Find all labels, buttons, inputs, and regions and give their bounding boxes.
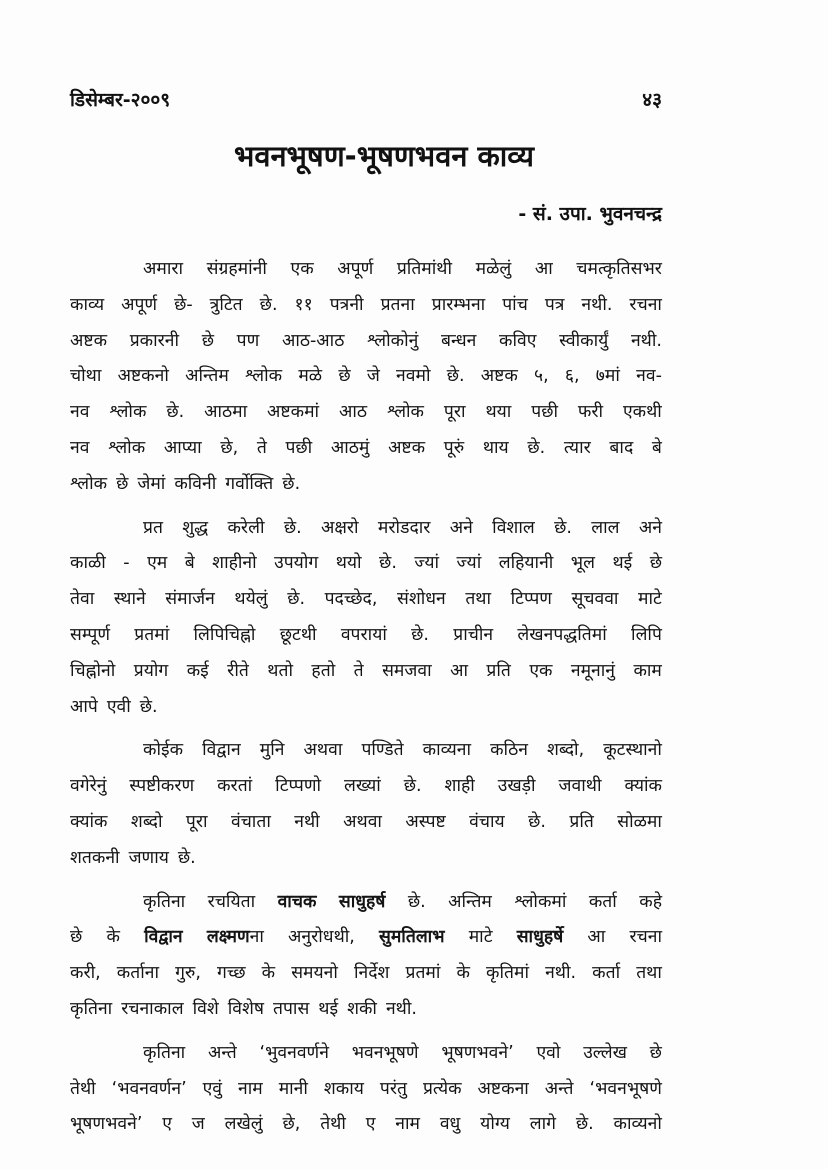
- text-line: [70, 359, 662, 395]
- word: ७मां: [595, 366, 620, 387]
- word: त्रुटित: [209, 294, 243, 315]
- word: पांच: [502, 294, 528, 315]
- word: अष्टकमां: [267, 402, 320, 423]
- word: आ: [587, 927, 606, 948]
- text-line: [70, 252, 662, 288]
- word: शब्दो: [130, 811, 163, 832]
- word: उखड़ी: [497, 776, 536, 797]
- word: अष्टकनो: [117, 366, 169, 387]
- word: पूरा: [185, 811, 208, 832]
- word: संग्रहमांनी: [206, 259, 267, 279]
- word: सुमतिलाभ: [379, 927, 445, 948]
- word: मळेलुं: [475, 259, 512, 279]
- article-byline: - सं. उपा. भुवनचन्द्र: [518, 203, 662, 225]
- word: आठमा: [204, 402, 248, 423]
- text-line: [70, 654, 662, 690]
- text-line: [70, 324, 662, 360]
- word: छे: [201, 330, 214, 351]
- word: -: [123, 553, 130, 574]
- word: लिपि: [631, 624, 662, 645]
- word: थतो: [267, 660, 293, 681]
- word: संशोधन: [396, 589, 446, 610]
- text-line: [70, 546, 662, 582]
- word: अन्तिम: [185, 366, 229, 387]
- word: साधुहर्षे: [516, 927, 564, 948]
- word: टिप्पण: [510, 589, 552, 610]
- word: थई: [318, 998, 339, 1019]
- word: शब्दो,: [547, 740, 585, 761]
- word: भूषणभवने’: [441, 1042, 514, 1063]
- word: छे,: [282, 1114, 301, 1135]
- word: कर्ता: [588, 891, 617, 912]
- paragraph: [70, 1036, 662, 1143]
- word: श्लोकमां: [514, 891, 567, 912]
- word: पछी: [285, 437, 313, 458]
- word: श्लोक: [109, 402, 147, 423]
- word: अन्ते: [207, 1042, 237, 1063]
- word: ज्यां: [456, 553, 482, 574]
- text-line: [70, 467, 662, 503]
- word: के: [456, 963, 470, 984]
- word: श्लोक: [70, 473, 108, 494]
- text-line: [70, 1036, 662, 1072]
- word: एक: [290, 259, 314, 279]
- word: कविए: [499, 330, 537, 351]
- word: जणाय: [128, 847, 169, 868]
- word: सम्पूर्ण: [70, 624, 111, 645]
- word: अन्ते: [544, 1078, 574, 1099]
- word: लक्ष्मणना: [206, 927, 264, 948]
- word: ‘भवनभूषणे: [589, 1078, 662, 1099]
- text-line: [70, 618, 662, 654]
- word: करतां: [217, 776, 253, 797]
- word: पण: [236, 330, 260, 351]
- word: तेथी: [320, 1114, 346, 1135]
- word: पूरा: [443, 402, 466, 423]
- word: तेवा: [70, 589, 95, 610]
- word: माटे: [468, 927, 493, 948]
- word: लिपिचिह्नो: [193, 624, 256, 645]
- word: गच्छ: [217, 963, 246, 984]
- word: काळी: [70, 553, 106, 574]
- word: चोथा: [70, 366, 102, 387]
- article-title: भवनभूषण-भूषणभवन काव्य: [233, 139, 535, 173]
- text-line: [70, 431, 662, 467]
- word: स्वीकार्युं: [559, 330, 609, 351]
- word: कर्ताना: [116, 963, 159, 984]
- word: अष्टक: [480, 366, 518, 387]
- word: नव: [70, 437, 90, 458]
- word: छे.: [407, 891, 426, 912]
- word: छे: [649, 553, 662, 574]
- word: विशेष: [227, 998, 265, 1019]
- word: जवाथी: [558, 776, 602, 797]
- word: समयनो: [291, 963, 338, 984]
- word: लेखनपद्धतिमां: [517, 624, 607, 645]
- word: जेमां: [137, 473, 166, 494]
- word: प्रति: [486, 660, 511, 681]
- word: मरोडदार: [377, 517, 431, 538]
- word: कर्ता: [592, 963, 621, 984]
- word: प्रतिमांथी: [396, 259, 453, 279]
- word: जे: [366, 366, 380, 387]
- word: आ: [534, 259, 553, 279]
- word: क्यांक: [624, 776, 662, 797]
- word: थयेलुं: [234, 589, 268, 610]
- word: बे: [651, 437, 662, 458]
- word: गर्वोक्ति: [225, 473, 274, 494]
- word: लाल: [591, 517, 620, 538]
- article-body: [70, 252, 662, 1151]
- word: थयो: [335, 553, 362, 574]
- word: नवमो: [396, 366, 431, 387]
- word: भूल: [570, 553, 595, 574]
- word: अस्पष्ट: [405, 811, 446, 832]
- word: आपे: [70, 696, 98, 717]
- word: लख्यां: [344, 776, 381, 797]
- word: विशे: [192, 998, 219, 1019]
- word: परंतु: [379, 1078, 407, 1099]
- word: पण्डिते: [361, 740, 404, 761]
- word: कृतिना: [143, 1042, 186, 1063]
- word: मुनि: [259, 740, 285, 761]
- word: कविनी: [174, 473, 217, 494]
- word: पूरुं: [443, 437, 465, 458]
- word: श्लोक: [386, 402, 425, 423]
- paragraph: [70, 511, 662, 726]
- word: काव्यना: [422, 740, 472, 761]
- word: एवुं: [202, 1078, 223, 1099]
- word: छूटथी: [279, 624, 317, 645]
- word: अष्टक: [70, 330, 108, 351]
- word: त्यार: [563, 437, 591, 458]
- word: सोळमा: [617, 811, 662, 832]
- word: छे.: [411, 624, 429, 645]
- word: नाम: [238, 1078, 263, 1099]
- word: करेली: [227, 517, 265, 538]
- word: प्रकारनी: [129, 330, 180, 351]
- word: विद्वान: [144, 927, 183, 948]
- word: छे.: [528, 811, 546, 832]
- text-line: [70, 288, 662, 324]
- text-line: [70, 920, 662, 956]
- word: शकी: [347, 998, 377, 1019]
- word: नाम: [395, 1114, 420, 1135]
- word: अन्तिम: [448, 891, 492, 912]
- word: थई: [612, 553, 633, 574]
- text-line: [70, 690, 662, 726]
- word: प्रयोग: [133, 660, 169, 681]
- word: श्लोक: [108, 437, 146, 458]
- word: भवनभूषणे: [351, 1042, 419, 1063]
- word: मळे: [298, 366, 323, 387]
- word: ज्यां: [414, 553, 440, 574]
- word: साधुहर्ष: [338, 891, 386, 912]
- word: प्रतमां: [134, 624, 170, 645]
- word: थाय: [482, 437, 509, 458]
- word: नव-: [636, 366, 662, 387]
- word: आठ: [338, 402, 368, 423]
- word: छे.: [446, 366, 465, 387]
- text-line: [70, 1107, 662, 1143]
- paragraph: [70, 252, 662, 503]
- word: एम: [147, 553, 168, 574]
- word: बाद: [609, 437, 634, 458]
- word: मानी: [278, 1078, 308, 1099]
- text-line: [70, 805, 662, 841]
- word: आठ-आठ: [281, 330, 345, 351]
- word: ए: [162, 1114, 172, 1135]
- word: हतो: [311, 660, 336, 681]
- word: माटे: [638, 589, 662, 610]
- word: टिप्पणो: [275, 776, 322, 797]
- word: पत्रनी: [329, 294, 364, 315]
- word: लखेलुं: [224, 1114, 263, 1135]
- word: छे: [649, 1042, 662, 1063]
- word: छे.: [166, 402, 185, 423]
- word: रीते: [227, 660, 249, 681]
- word: नथी.: [545, 963, 577, 984]
- word: अष्टकना: [477, 1078, 529, 1099]
- word: क्यांक: [70, 811, 108, 832]
- word: बे: [184, 553, 195, 574]
- text-line: [70, 769, 662, 805]
- word: छे.: [139, 696, 158, 717]
- word: प्राचीन: [453, 624, 494, 645]
- word: तपास: [273, 998, 310, 1019]
- word: पत्र: [544, 294, 565, 315]
- word: ११: [294, 294, 313, 315]
- word: छे.: [527, 437, 546, 458]
- word: बन्धन: [441, 330, 477, 351]
- word: एवो: [536, 1042, 561, 1063]
- running-header: [70, 84, 662, 114]
- word: श्लोक: [245, 366, 283, 387]
- text-line: [70, 992, 662, 1028]
- word: फरी: [577, 402, 604, 423]
- word: वंचाय: [469, 811, 505, 832]
- word: ६,: [564, 366, 580, 387]
- text-line: [70, 1072, 662, 1108]
- word: नमूनानुं: [570, 660, 616, 681]
- word: आप्या: [163, 437, 202, 458]
- word: शतकनी: [70, 847, 120, 868]
- word: तथा: [636, 963, 662, 984]
- word: शाही: [444, 776, 475, 797]
- word: करी,: [70, 963, 101, 984]
- word: विद्वान: [202, 740, 241, 761]
- word: छे.: [177, 847, 196, 868]
- word: रचयिता: [207, 891, 256, 912]
- word: आ: [450, 660, 468, 681]
- word: रचना: [629, 294, 662, 315]
- word: ज: [191, 1114, 205, 1135]
- word: छे: [116, 473, 129, 494]
- word: पछी: [531, 402, 558, 423]
- word: ते: [353, 660, 364, 681]
- word: रचनाकाल: [121, 998, 184, 1019]
- word: गुरु,: [175, 963, 201, 984]
- word: योग्य: [480, 1114, 510, 1135]
- word: एक: [529, 660, 553, 681]
- word: ‘भवनवर्णन’: [111, 1078, 187, 1099]
- issue-date: डिसेम्बर-२००९: [70, 89, 171, 111]
- word: तेथी: [70, 1078, 96, 1099]
- word: नव: [70, 402, 90, 423]
- word: काम: [633, 660, 662, 681]
- word: कोईक: [143, 740, 184, 761]
- word: प्रतमां: [405, 963, 441, 984]
- word: नथी.: [385, 998, 417, 1019]
- word: प्रारम्भना: [431, 294, 486, 315]
- word: कूटस्थानो: [603, 740, 662, 761]
- word: छे.: [259, 294, 278, 315]
- word: अक्षरो: [320, 517, 359, 538]
- word: ए: [365, 1114, 376, 1135]
- word: नथी: [294, 811, 320, 832]
- word: कृतिमां: [486, 963, 529, 984]
- word: काव्यनो: [613, 1114, 662, 1135]
- word: कृतिना: [143, 891, 186, 912]
- word: प्रतना: [380, 294, 415, 315]
- word: एकथी: [623, 402, 662, 423]
- word: वगेरेनुं: [70, 776, 107, 797]
- word: वपरायां: [340, 624, 387, 645]
- text-line: [70, 841, 662, 877]
- word: छे.: [575, 1114, 594, 1135]
- page-number: ४३: [642, 89, 662, 111]
- word: वधु: [439, 1114, 461, 1135]
- word: आठमुं: [330, 437, 370, 458]
- word: ‘भुवनवर्णने: [259, 1042, 329, 1063]
- text-line: [70, 582, 662, 618]
- text-line: [70, 733, 662, 769]
- word: रचना: [629, 927, 662, 948]
- word: स्पष्टीकरण: [129, 776, 195, 797]
- word: चिह्नोनो: [70, 660, 116, 681]
- word: प्रति: [569, 811, 594, 832]
- word: छे.: [287, 589, 306, 610]
- word: के: [106, 927, 120, 948]
- word: कठिन: [490, 740, 528, 761]
- word: लागे: [529, 1114, 557, 1135]
- word: सूचववा: [571, 589, 619, 610]
- text-line: [70, 395, 662, 431]
- word: समजवा: [382, 660, 432, 681]
- word: अने: [638, 517, 662, 538]
- word: तथा: [465, 589, 492, 610]
- word: अमारा: [143, 259, 184, 279]
- word: विशाल: [492, 517, 535, 538]
- word: छे: [338, 366, 351, 387]
- paragraph: [70, 885, 662, 1028]
- word: छे-: [174, 294, 193, 315]
- word: उपयोग: [274, 553, 319, 574]
- word: ते: [256, 437, 267, 458]
- word: काव्य: [70, 294, 105, 315]
- word: निर्देश: [353, 963, 390, 984]
- word: अथवा: [343, 811, 382, 832]
- paragraph: [70, 733, 662, 876]
- word: छे.: [283, 517, 302, 538]
- word: वाचक: [277, 891, 317, 912]
- word: छे,: [220, 437, 239, 458]
- word: शकाय: [323, 1078, 364, 1099]
- word: अने: [449, 517, 473, 538]
- word: प्रत्येक: [422, 1078, 462, 1099]
- word: छे.: [379, 553, 397, 574]
- word: भूषणभवने’: [70, 1114, 143, 1135]
- word: अष्टक: [388, 437, 426, 458]
- word: प्रत: [143, 517, 163, 538]
- word: शाहीनो: [212, 553, 257, 574]
- word: अनुरोधथी,: [288, 927, 355, 948]
- word: कृतिना: [70, 998, 113, 1019]
- word: अपूर्ण: [121, 294, 158, 315]
- word: के: [261, 963, 276, 984]
- word: लहियानी: [498, 553, 554, 574]
- word: छे: [70, 927, 83, 948]
- text-line: [70, 956, 662, 992]
- word: नथी.: [630, 330, 662, 351]
- word: थया: [485, 402, 512, 423]
- word: अथवा: [303, 740, 343, 761]
- word: कहे: [639, 891, 662, 912]
- word: पदच्छेद,: [324, 589, 378, 610]
- word: कई: [186, 660, 209, 681]
- word: एवी: [106, 696, 131, 717]
- word: नथी.: [581, 294, 613, 315]
- word: छे.: [554, 517, 572, 538]
- word: संमार्जन: [165, 589, 215, 610]
- word: अपूर्ण: [337, 259, 374, 279]
- word: चमत्कृतिसभर: [576, 259, 662, 279]
- word: श्लोकोनुं: [367, 330, 419, 351]
- word: छे.: [282, 473, 301, 494]
- text-line: [70, 885, 662, 921]
- word: वंचाता: [230, 811, 271, 832]
- word: ५,: [534, 366, 549, 387]
- word: उल्लेख: [583, 1042, 627, 1063]
- word: शुद्ध: [182, 517, 209, 538]
- word: छे.: [403, 776, 422, 797]
- word: स्थाने: [113, 589, 146, 610]
- text-line: [70, 511, 662, 547]
